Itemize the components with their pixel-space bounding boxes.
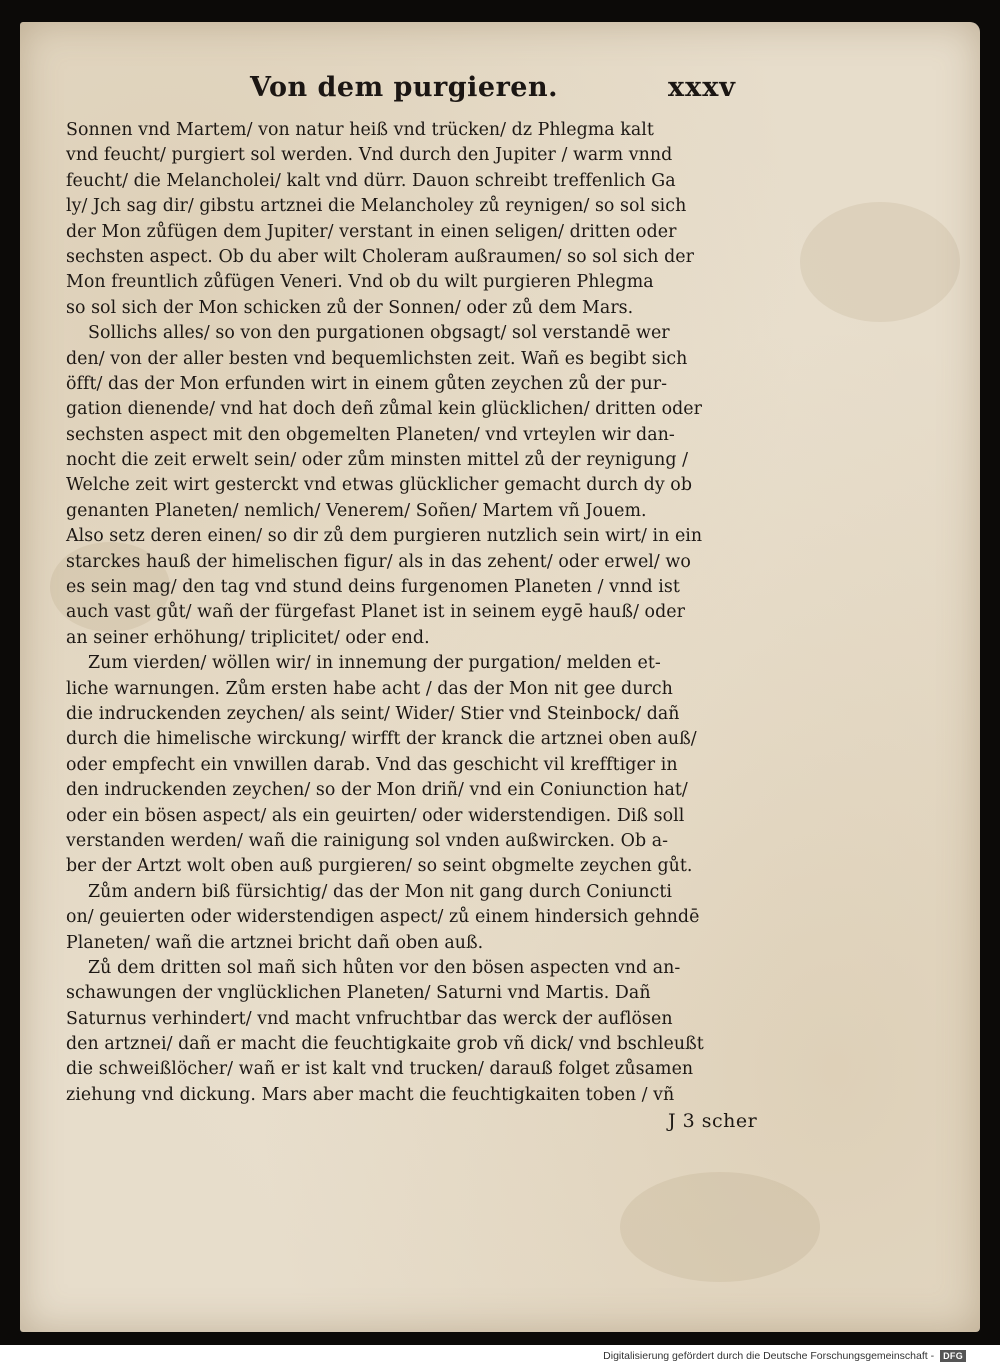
text-line: so sol sich der Mon schicken zů der Sonnen/ oder zů dem Mars. (66, 297, 634, 318)
text-line: Welche zeit wirt gesterckt vnd etwas glücklicher gemacht durch dy ob (66, 475, 692, 496)
text-line: feucht/ die Melancholei/ kalt vnd dürr. Dauon schreibt treffenlich Ga (66, 170, 676, 191)
text-line: oder empfecht ein vnwillen darab. Vnd das geschicht vil krefftiger in (66, 754, 678, 775)
text-line: verstanden werden/ wañ die rainigung sol vnden außwircken. Ob a- (66, 830, 669, 851)
text-line: der Mon zůfügen dem Jupiter/ verstant in einen seligen/ dritten oder (66, 221, 677, 242)
text-line: sechsten aspect. Ob du aber wilt Choleram außraumen/ so sol sich der (66, 246, 694, 267)
text-line: vnd feucht/ purgiert sol werden. Vnd durch den Jupiter / warm vnnd (66, 145, 673, 166)
text-line: ziehung vnd dickung. Mars aber macht die feuchtigkaiten toben / vñ (66, 1084, 675, 1105)
text-line: die schweißlöcher/ wañ er ist kalt vnd trucken/ darauß folget zůsamen (66, 1059, 694, 1080)
text-line: an seiner erhöhung/ triplicitet/ oder end. (66, 627, 430, 648)
text-line: starckes hauß der himelischen figur/ als in das zehent/ oder erwel/ wo (66, 551, 691, 572)
digitization-credit (603, 1350, 966, 1362)
text-line: Planeten/ wañ die artznei bricht dañ oben auß. (66, 932, 484, 953)
text-line: Saturnus verhindert/ vnd macht vnfruchtbar das werck der auflösen (66, 1008, 673, 1029)
text-line: es sein mag/ den tag vnd stund deins furgenomen Planeten / vnnd ist (66, 577, 680, 598)
text-line: genanten Planeten/ nemlich/ Venerem/ Soñen/ Martem vñ Jouem. (66, 500, 647, 521)
text-line: nocht die zeit erwelt sein/ oder zům minsten mittel zů der reynigung / (66, 450, 689, 471)
text-line: Sollichs alles/ so von den purgationen obgsagt/ sol verstandē wer (88, 323, 670, 344)
dfg-logo: DFG (940, 1350, 966, 1362)
text-line: ber der Artzt wolt oben auß purgieren/ so seint obgmelte zeychen gůt. (66, 856, 693, 877)
text-line: durch die himelische wirckung/ wirfft der kranck die artznei oben auß/ (66, 729, 697, 750)
text-line: gation dienende/ vnd hat doch deñ zůmal kein glücklichen/ dritten oder (66, 399, 702, 420)
text-line: die indruckenden zeychen/ als seint/ Wider/ Stier vnd Steinbock/ dañ (66, 703, 680, 724)
folio-number: xxxv (668, 72, 736, 103)
text-line: den/ von der aller besten vnd bequemlichsten zeit. Wañ es begibt sich (66, 348, 688, 369)
text-line: schawungen der vnglücklichen Planeten/ Saturni vnd Martis. Dañ (66, 983, 651, 1004)
credit-text: Digitalisierung gefördert durch die Deutsche Forschungsgemeinschaft - (603, 1350, 935, 1362)
text-line: den artznei/ dañ er macht die feuchtigkaite grob vñ dick/ vnd bschleußt (66, 1034, 704, 1055)
text-line: on/ geuierten oder widerstendigen aspect/ zů einem hindersich gehndē (66, 907, 700, 928)
text-line: oder ein bösen aspect/ als ein geuirten/ oder widerstendigen. Diß soll (66, 805, 685, 826)
text-line: auch vast gůt/ wañ der fürgefast Planet ist in seinem eygē hauß/ oder (66, 602, 685, 623)
text-line: den indruckenden zeychen/ so der Mon driñ/ vnd ein Coniunction hat/ (66, 780, 688, 801)
text-line: Mon freuntlich zůfügen Veneri. Vnd ob du wilt purgieren Phlegma (66, 272, 654, 293)
text-line: sechsten aspect mit den obgemelten Planeten/ vnd vrteylen wir dan- (66, 424, 675, 445)
text-line: Zum vierden/ wöllen wir/ in innemung der purgation/ melden et- (88, 653, 661, 674)
text-line: ly/ Jch sag dir/ gibstu artznei die Melancholey zů reynigen/ so sol sich (66, 196, 687, 217)
body-text (66, 118, 766, 1108)
text-line: liche warnungen. Zům ersten habe acht / das der Mon nit gee durch (66, 678, 673, 699)
signature-catchword: J 3 scher (668, 1110, 758, 1132)
text-line: Sonnen vnd Martem/ von natur heiß vnd trücken/ dz Phlegma kalt (66, 120, 654, 140)
text-line: Zů dem dritten sol mañ sich hůten vor den bösen aspecten vnd an- (88, 957, 681, 978)
text-line: öfft/ das der Mon erfunden wirt in einem gůten zeychen zů der pur- (66, 373, 668, 394)
running-head-title: Von dem purgieren. (250, 72, 559, 103)
text-line: Also setz deren einen/ so dir zů dem purgieren nutzlich sein wirt/ in ein (66, 526, 703, 547)
text-line: Zům andern biß fürsichtig/ das der Mon nit gang durch Coniuncti (88, 881, 672, 902)
